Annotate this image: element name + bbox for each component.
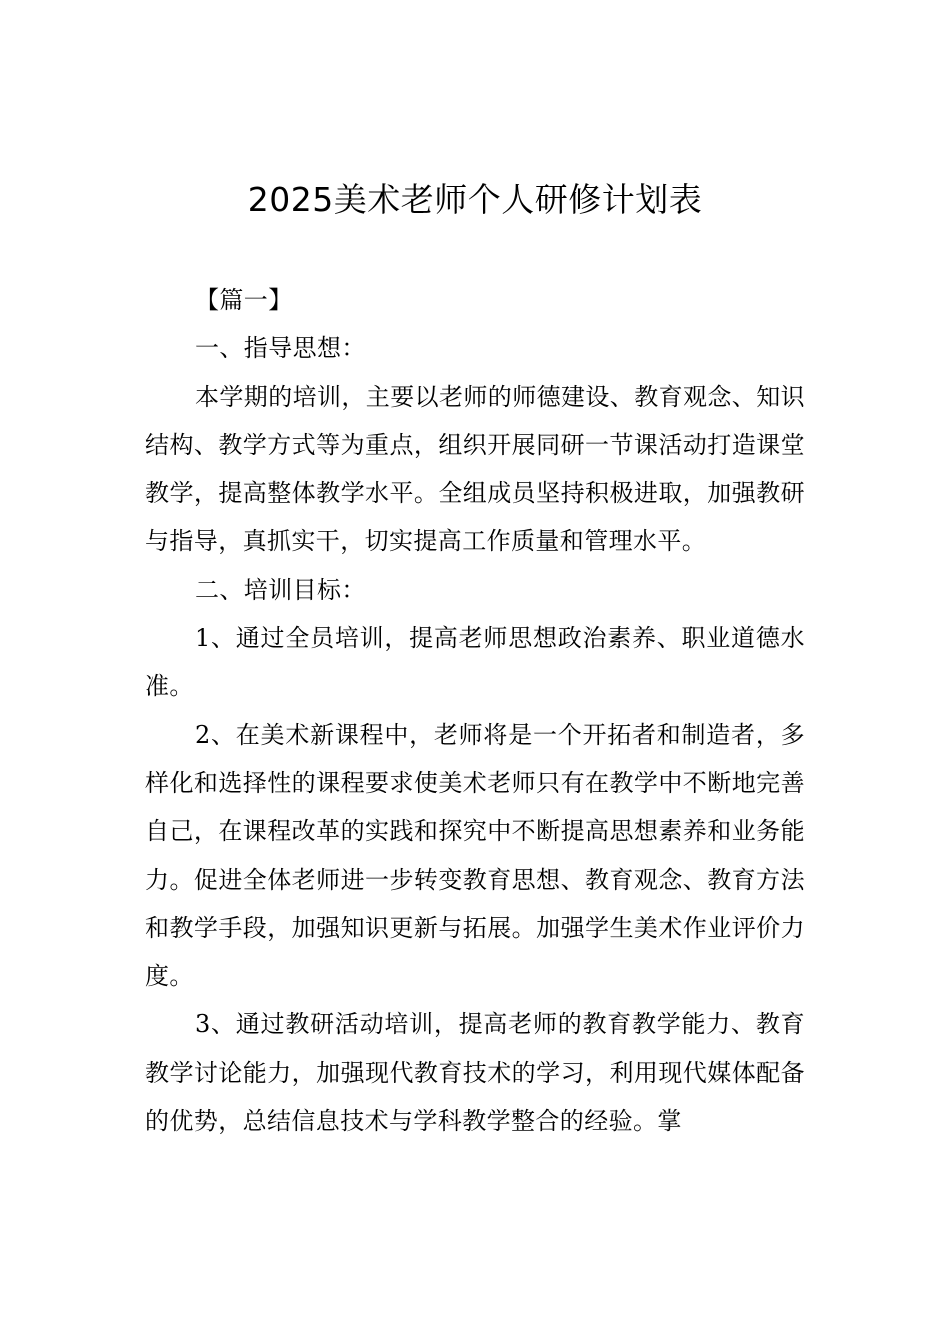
document-title: 2025美术老师个人研修计划表 (247, 180, 703, 219)
goal-item-3: 3、通过教研活动培训，提高老师的教育教学能力、教育教学讨论能力，加强现代教育技术的学习，利用现代媒体配备的优势，总结信息技术与学科教学整合的经验。掌 (145, 1010, 805, 1136)
heading-guiding-ideology: 一、指导思想： (195, 334, 366, 363)
section-label: 【篇一】 (195, 286, 293, 314)
paragraph-guiding-ideology: 本学期的培训，主要以老师的师德建设、教育观念、知识结构、教学方式等为重点，组织开展同研一节课活动打造课堂教学，提高整体教学水平。全组成员坚持积极进取，加强教研与指导，真抓实干，切实提高工作质量和管理水平。 (145, 382, 805, 556)
goal-item-2: 2、在美术新课程中，老师将是一个开拓者和制造者，多样化和选择性的课程要求使美术老师只有在教学中不断地完善自己，在课程改革的实践和探究中不断提高思想素养和业务能力。促进全体老师进一步转变教育思想、教育观念、教育方法和教学手段，加强知识更新与拓展。加强学生美术作业评价力度。 (145, 720, 805, 991)
heading-training-goals: 二、培训目标： (195, 575, 366, 604)
goal-item-1: 1、通过全员培训，提高老师思想政治素养、职业道德水准。 (145, 624, 805, 701)
document-body (145, 276, 805, 1145)
